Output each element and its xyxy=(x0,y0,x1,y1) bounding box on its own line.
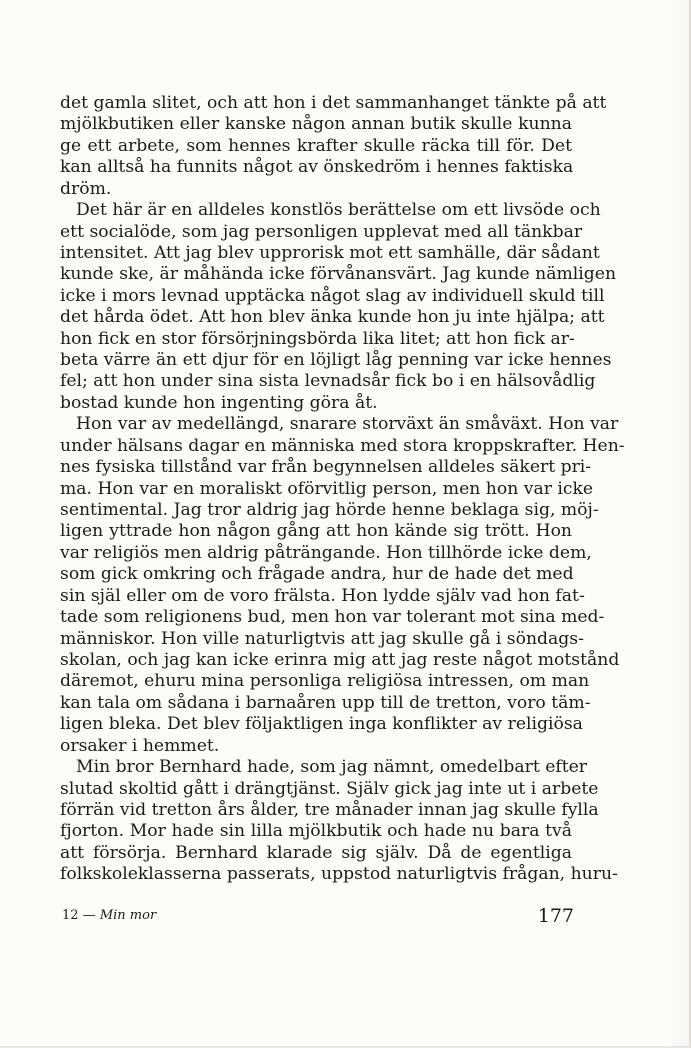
text-line: mjölkbutiken eller kanske någon annan butik skulle kunna xyxy=(60,114,572,135)
text-line: tade som religionens bud, men hon var tolerant mot sina med- xyxy=(60,607,605,628)
text-line: att försörja. Bernhard klarade sig själv. Då de egentliga xyxy=(60,842,572,863)
paragraph-start-line: Det här är en alldeles konstlös berättelse om ett livsöde och xyxy=(76,200,601,221)
text-line: ge ett arbete, som hennes krafter skulle räcka till för. Det xyxy=(60,135,572,156)
text-line: fel; att hon under sina sista levnadsår fick bo i en hälsovådlig xyxy=(60,371,596,392)
text-line: hon fick en stor försörjningsbörda lika litet; att hon fick ar- xyxy=(60,328,575,349)
text-line: icke i mors levnad upptäcka något slag av individuell skuld till xyxy=(60,285,605,306)
text-line: under hälsans dagar en människa med stora kroppskrafter. Hen- xyxy=(60,435,625,456)
text-line: folkskoleklasserna passerats, uppstod naturligtvis frågan, huru- xyxy=(60,864,618,885)
text-line: orsaker i hemmet. xyxy=(60,735,220,756)
signature-mark xyxy=(62,908,156,923)
text-line: däremot, ehuru mina personliga religiösa intressen, om man xyxy=(60,671,590,692)
paragraph-start-line: Hon var av medellängd, snarare storväxt än småväxt. Hon var xyxy=(76,414,619,435)
text-line: slutad skoltid gått i drängtjänst. Själv gick jag inte ut i arbete xyxy=(60,778,599,799)
text-line: intensitet. Att jag blev upprorisk mot ett samhälle, där sådant xyxy=(60,242,600,263)
text-line: ett socialöde, som jag personligen upplevat med all tänkbar xyxy=(60,221,583,242)
text-line: ma. Hon var en moraliskt oförvitlig person, men hon var icke xyxy=(60,478,594,499)
text-line: skolan, och jag kan icke erinra mig att jag reste något motstånd xyxy=(60,649,620,670)
text-line: beta värre än ett djur för en löjligt låg penning var icke hennes xyxy=(60,350,612,371)
text-line: förrän vid tretton års ålder, tre månader innan jag skulle fylla xyxy=(60,799,599,820)
text-line: sin själ eller om de voro frälsta. Hon lydde själv vad hon fat- xyxy=(60,585,585,606)
text-line: var religiös men aldrig påträngande. Hon tillhörde icke dem, xyxy=(60,542,592,563)
text-line: dröm. xyxy=(60,178,112,199)
text-line: sentimental. Jag tror aldrig jag hörde henne beklaga sig, möj- xyxy=(60,500,599,521)
text-line: människor. Hon ville naturligtvis att jag skulle gå i söndags- xyxy=(60,628,584,649)
signature-number: 12 — xyxy=(62,908,96,923)
text-line: kunde ske, är måhända icke förvånansvärt. Jag kunde nämligen xyxy=(60,264,617,285)
text-line: som gick omkring och frågade andra, hur de hade det med xyxy=(60,564,574,585)
text-line: fjorton. Mor hade sin lilla mjölkbutik och hade nu bara två xyxy=(60,821,572,842)
text-line: kan tala om sådana i barnaåren upp till de tretton, voro täm- xyxy=(60,692,591,713)
signature-title: Min mor xyxy=(99,908,157,923)
text-line: det gamla slitet, och att hon i det sammanhanget tänkte på att xyxy=(60,93,607,113)
text-line: bostad kunde hon ingenting göra åt. xyxy=(60,392,378,413)
page-number: 177 xyxy=(537,905,574,927)
body-text xyxy=(60,93,625,886)
text-line: ligen bleka. Det blev följaktligen inga konflikter av religiösa xyxy=(60,714,583,735)
text-line: det hårda ödet. Att hon blev änka kunde hon ju inte hjälpa; att xyxy=(60,307,605,328)
text-line: nes fysiska tillstånd var från begynnelsen alldeles säkert pri- xyxy=(60,457,592,478)
text-line: kan alltså ha funnits något av önskedröm i hennes faktiska xyxy=(60,157,574,178)
page-edge-shading xyxy=(667,0,691,1048)
text-line: ligen yttrade hon någon gång att hon kände sig trött. Hon xyxy=(60,521,572,542)
page-footer xyxy=(60,903,572,933)
paragraph-start-line: Min bror Bernhard hade, som jag nämnt, omedelbart efter xyxy=(76,757,588,778)
